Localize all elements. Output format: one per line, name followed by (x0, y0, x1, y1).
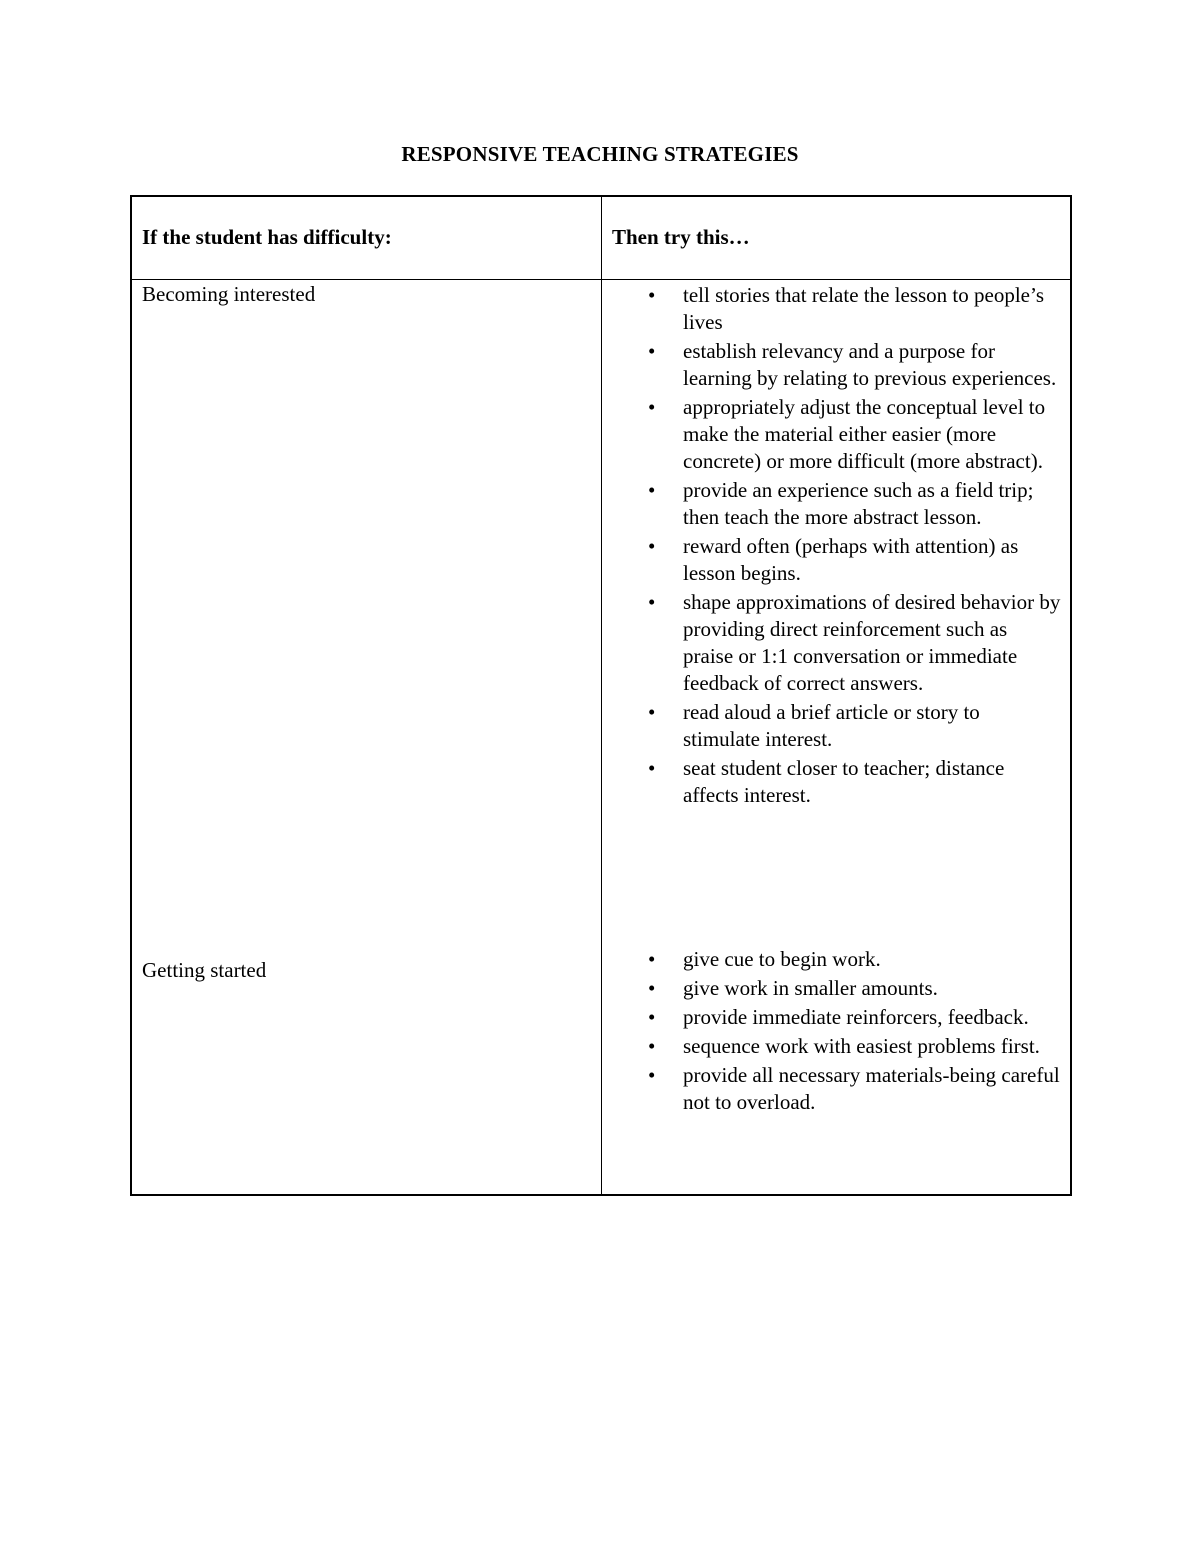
bullet-icon: • (648, 1034, 656, 1058)
list-item: • tell stories that relate the lesson to people’s lives (648, 283, 1044, 334)
strategy-list-getting-started (612, 946, 1062, 1118)
list-item: • reward often (perhaps with attention) as lesson begins. (648, 534, 1019, 585)
list-item: • seat student closer to teacher; distance affects interest. (648, 756, 1005, 807)
header-strategies: Then try this… (612, 225, 750, 249)
bullet-icon: • (648, 478, 656, 502)
bullet-icon: • (648, 756, 656, 780)
list-item: • read aloud a brief article or story to stimulate interest. (648, 700, 980, 751)
bullet-icon: • (648, 947, 656, 971)
bullet-icon: • (648, 339, 656, 363)
list-item: • shape approximations of desired behavior by providing direct reinforcement such as praise or 1:1 conversation or immediate feedback of correct answers. (648, 590, 1061, 695)
bullet-icon: • (648, 700, 656, 724)
header-difficulty: If the student has difficulty: (142, 225, 392, 249)
bullet-icon: • (648, 976, 656, 1000)
column-divider (601, 197, 602, 1194)
bullet-icon: • (648, 534, 656, 558)
list-item: • give cue to begin work. (648, 947, 881, 971)
list-item: • provide all necessary materials-being careful not to overload. (648, 1063, 1060, 1114)
header-divider (132, 279, 1070, 280)
bullet-icon: • (648, 283, 656, 307)
bullet-icon: • (648, 1063, 656, 1087)
list-item: • sequence work with easiest problems first. (648, 1034, 1040, 1058)
bullet-icon: • (648, 590, 656, 614)
strategy-list-becoming-interested (612, 282, 1062, 811)
bullet-icon: • (648, 1005, 656, 1029)
list-item: • provide immediate reinforcers, feedback. (648, 1005, 1029, 1029)
difficulty-getting-started: Getting started (142, 958, 267, 982)
list-item: • establish relevancy and a purpose for learning by relating to previous experiences. (648, 339, 1057, 390)
difficulty-becoming-interested: Becoming interested (142, 282, 316, 306)
strategy-table (130, 195, 1072, 1196)
page-title: RESPONSIVE TEACHING STRATEGIES (401, 142, 799, 166)
list-item: • give work in smaller amounts. (648, 976, 938, 1000)
bullet-icon: • (648, 395, 656, 419)
list-item: • appropriately adjust the conceptual level to make the material either easier (more concrete) or more difficult (more abstract). (648, 395, 1046, 473)
list-item: • provide an experience such as a field trip; then teach the more abstract lesson. (648, 478, 1034, 529)
